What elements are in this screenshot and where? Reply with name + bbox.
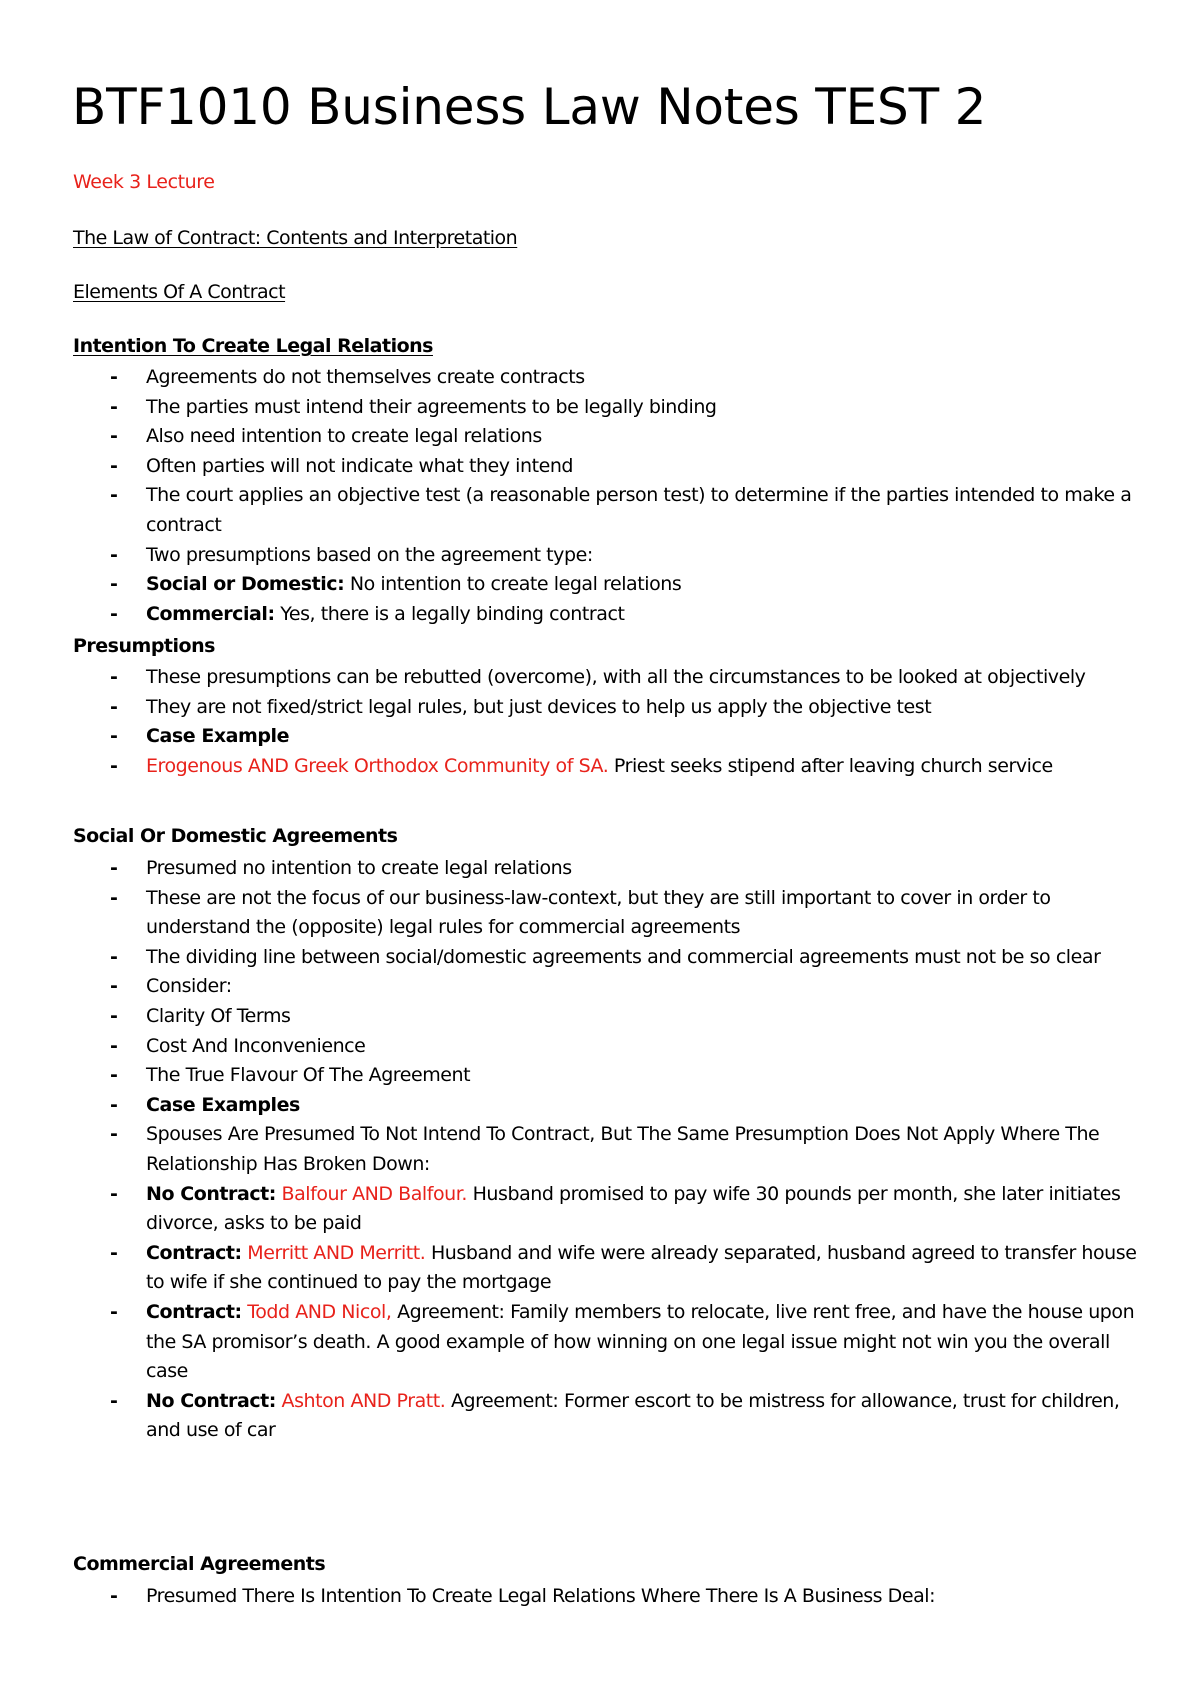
document-title: BTF1010 Business Law Notes TEST 2 bbox=[72, 78, 987, 136]
bullet-dash: - bbox=[110, 395, 118, 418]
case-outcome-label: Contract: bbox=[146, 1300, 242, 1323]
bullet-dash: - bbox=[110, 945, 118, 968]
list-item: - The dividing line between social/domestic agreements and commercial agreements must not be so clear bbox=[0, 943, 1200, 973]
bullet-dash: - bbox=[110, 573, 118, 596]
commercial-heading: Commercial Agreements bbox=[73, 1553, 326, 1575]
list-item: - The parties must intend their agreements to be legally binding bbox=[0, 393, 1200, 423]
bullet-dash: - bbox=[110, 857, 118, 879]
list-item: - Two presumptions based on the agreement type: bbox=[0, 541, 1200, 571]
list-item: - Presumed no intention to create legal relations bbox=[0, 854, 1200, 884]
bullet-dash: - bbox=[110, 975, 118, 998]
list-item: - Presumed There Is Intention To Create Legal Relations Where There Is A Business Deal: bbox=[0, 1582, 1200, 1612]
list-item: - Agreements do not themselves create contracts bbox=[0, 363, 1200, 393]
intention-list bbox=[0, 363, 1200, 629]
bullet-dash: - bbox=[110, 1300, 118, 1323]
list-item-commercial: - Commercial: Yes, there is a legally binding contract bbox=[0, 600, 1200, 630]
bullet-dash: - bbox=[110, 425, 118, 448]
list-item: - The True Flavour Of The Agreement bbox=[0, 1061, 1200, 1091]
item-label: Social or Domestic: bbox=[146, 573, 345, 596]
list-item: - Spouses Are Presumed To Not Intend To Contract, But The Same Presumption Does Not Apply Where The Relationship Has Broken Down: bbox=[0, 1120, 1200, 1179]
list-item: - Clarity Of Terms bbox=[0, 1002, 1200, 1032]
case-outcome-label: Contract: bbox=[146, 1241, 242, 1264]
list-item-social: - Social or Domestic: No intention to create legal relations bbox=[0, 570, 1200, 600]
list-item: - These presumptions can be rebutted (overcome), with all the circumstances to be looked at objectively bbox=[0, 663, 1200, 693]
case-name: Erogenous AND Greek Orthodox Community of SA. bbox=[146, 754, 609, 777]
bullet-dash: - bbox=[110, 1123, 118, 1146]
case-outcome-label: No Contract: bbox=[146, 1389, 276, 1412]
list-item-case: - Contract: Merritt AND Merritt. Husband and wife were already separated, husband agreed to transfer house to wife if she continued to pay the mortgage bbox=[0, 1239, 1200, 1298]
presumptions-list bbox=[0, 663, 1200, 781]
case-example-label: Case Example bbox=[146, 725, 290, 748]
case-name: Ashton AND Pratt. bbox=[281, 1389, 446, 1412]
bullet-dash: - bbox=[110, 1241, 118, 1264]
case-name: Balfour AND Balfour. bbox=[281, 1182, 467, 1205]
social-heading: Social Or Domestic Agreements bbox=[73, 825, 398, 847]
elements-heading: Elements Of A Contract bbox=[73, 281, 286, 303]
case-examples-label: Case Examples bbox=[146, 1093, 300, 1116]
bullet-dash: - bbox=[110, 695, 118, 718]
bullet-dash: - bbox=[110, 1064, 118, 1087]
case-name: Todd AND Nicol, bbox=[247, 1300, 392, 1323]
bullet-dash: - bbox=[110, 1034, 118, 1057]
list-item bbox=[0, 722, 1200, 752]
case-name: Merritt AND Merritt. bbox=[247, 1241, 426, 1264]
list-item-case: - No Contract: Balfour AND Balfour. Husband promised to pay wife 30 pounds per month, she later initiates divorce, asks to be paid bbox=[0, 1180, 1200, 1239]
list-item-case: - Contract: Todd AND Nicol, Agreement: Family members to relocate, live rent free, and have the house upon the SA promisor’s death. A good example of how winning on one legal issue might not win you the overall case bbox=[0, 1298, 1200, 1387]
bullet-dash: - bbox=[110, 754, 118, 777]
bullet-dash: - bbox=[110, 484, 118, 507]
list-item: - They are not fixed/strict legal rules, but just devices to help us apply the objective test bbox=[0, 693, 1200, 723]
list-item: - Cost And Inconvenience bbox=[0, 1032, 1200, 1062]
bullet-dash: - bbox=[110, 602, 118, 625]
bullet-dash: - bbox=[110, 543, 118, 566]
contract-heading: The Law of Contract: Contents and Interpretation bbox=[73, 227, 518, 249]
case-outcome-label: No Contract: bbox=[146, 1182, 276, 1205]
list-item: - Also need intention to create legal relations bbox=[0, 422, 1200, 452]
intention-heading: Intention To Create Legal Relations bbox=[73, 335, 433, 357]
list-item: - Consider: bbox=[0, 972, 1200, 1002]
commercial-list bbox=[0, 1582, 1200, 1612]
bullet-dash: - bbox=[110, 1585, 118, 1607]
social-list bbox=[0, 854, 1200, 1446]
bullet-dash: - bbox=[110, 1093, 118, 1116]
bullet-dash: - bbox=[110, 725, 118, 748]
list-item: - Often parties will not indicate what they intend bbox=[0, 452, 1200, 482]
presumptions-heading: Presumptions bbox=[73, 635, 215, 657]
list-item-case: - No Contract: Ashton AND Pratt. Agreement: Former escort to be mistress for allowance, trust for children, and use of car bbox=[0, 1387, 1200, 1446]
list-item-case: - Erogenous AND Greek Orthodox Community of SA. Priest seeks stipend after leaving church service bbox=[0, 752, 1200, 782]
bullet-dash: - bbox=[110, 1182, 118, 1205]
list-item bbox=[0, 1091, 1200, 1121]
bullet-dash: - bbox=[110, 886, 118, 909]
list-item: - The court applies an objective test (a reasonable person test) to determine if the parties intended to make a contract bbox=[0, 481, 1200, 540]
week-label: Week 3 Lecture bbox=[73, 171, 215, 193]
bullet-dash: - bbox=[110, 454, 118, 477]
bullet-dash: - bbox=[110, 366, 118, 388]
bullet-dash: - bbox=[110, 1389, 118, 1412]
bullet-dash: - bbox=[110, 1004, 118, 1027]
list-item: - These are not the focus of our business-law-context, but they are still important to cover in order to understand the (opposite) legal rules for commercial agreements bbox=[0, 884, 1200, 943]
item-label: Commercial: bbox=[146, 602, 275, 625]
bullet-dash: - bbox=[110, 666, 118, 688]
